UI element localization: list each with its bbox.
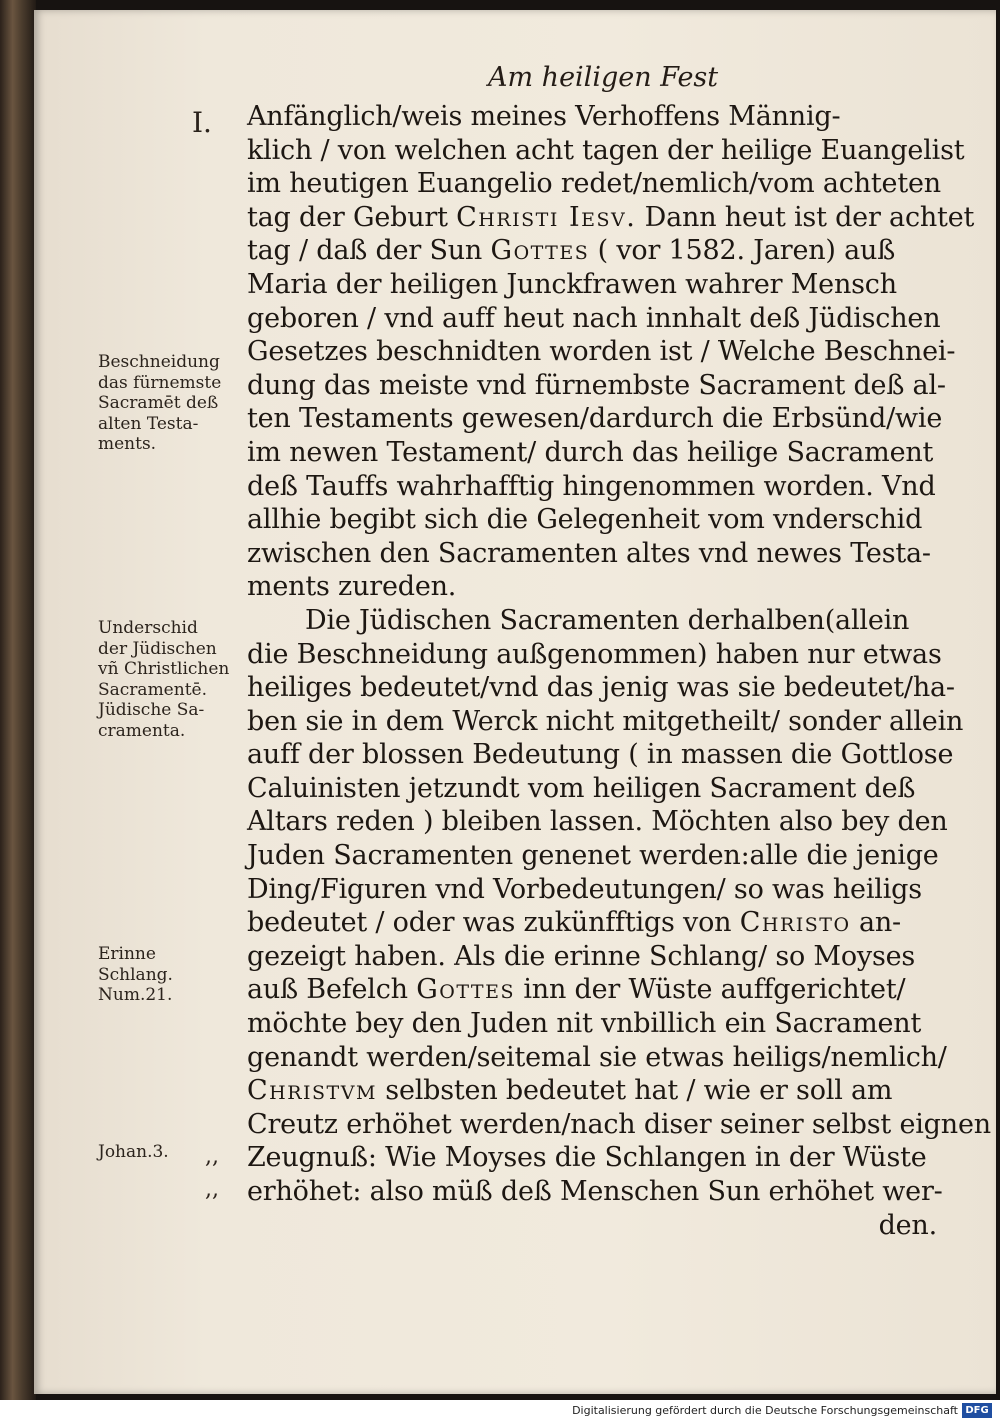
margin-note-line: Sacramentē.	[98, 679, 207, 700]
text-line: gezeigt haben. Als die erinne Schlang/ so Moyses	[247, 940, 916, 972]
text-line: Die Jüdischen Sacramenten derhalben(allein	[305, 604, 910, 636]
margin-note-beschneidung	[98, 352, 238, 455]
small-caps-name: Gottes	[416, 974, 515, 1006]
margin-note-line: Num.21.	[98, 985, 173, 1005]
text-line: zwischen den Sacramenten altes vnd newes Testa-	[247, 537, 931, 569]
text-line: deß Tauffs wahrhafftig hingenommen worden. Vnd	[247, 470, 936, 502]
text-line: Gesetzes beschnidten worden ist / Welche Beschnei-	[247, 336, 956, 368]
text-run: selbsten bedeutet hat / wie er soll am	[376, 1075, 893, 1107]
dfg-logo: DFG	[962, 1403, 992, 1418]
margin-note-line: Jüdische Sa-	[98, 700, 205, 720]
text-line: im newen Testament/ durch das heilige Sacrament	[247, 436, 934, 468]
text-line	[247, 234, 937, 268]
margin-note-line: Beschneidung	[98, 352, 220, 372]
margin-note-line: das fürnemste	[98, 372, 222, 393]
margin-note-line: ments.	[98, 434, 157, 454]
quote-mark: ,,	[205, 1144, 219, 1169]
text-line: auff der blossen Bedeutung ( in massen die Gottlose	[247, 739, 954, 771]
text-line	[247, 1074, 937, 1108]
margin-note-line: der Jüdischen	[98, 638, 217, 659]
text-run: an-	[850, 907, 901, 939]
margin-note-line: cramenta.	[98, 720, 186, 741]
margin-note-line: Erinne	[98, 944, 156, 964]
margin-note-line: Schlang.	[98, 964, 173, 985]
text-run: inn der Wüste auffgerichtet/	[514, 974, 906, 1006]
text-line: im heutigen Euangelio redet/nemlich/vom achteten	[247, 168, 941, 200]
text-line	[247, 906, 937, 940]
text-line: Zeugnuß: Wie Moyses die Schlangen in der Wüste	[247, 1142, 927, 1174]
text-line: geboren / vnd auff heut nach innhalt deß Jüdischen	[247, 302, 941, 334]
text-line: den.	[878, 1209, 937, 1241]
text-line: Maria der heiligen Junckfrawen wahrer Mensch	[247, 268, 897, 300]
text-run: tag der Geburt	[247, 201, 457, 233]
small-caps-name: Christvm	[247, 1075, 377, 1107]
text-line: dung das meiste vnd fürnembste Sacrament deß al-	[247, 369, 946, 401]
text-line: Ding/Figuren vnd Vorbedeutungen/ so was heiligs	[247, 873, 922, 905]
text-line: ben sie in dem Werck nicht mitgetheilt/ sonder allein	[247, 705, 964, 737]
text-run: Dann heut ist der achtet	[636, 201, 975, 233]
quote-mark: ,,	[205, 1177, 219, 1202]
text-line: allhie begibt sich die Gelegenheit vom vnderschid	[247, 504, 923, 536]
book-spine-edge	[0, 0, 36, 1400]
small-caps-name: Christi Iesv.	[456, 201, 637, 233]
text-line: ten Testaments gewesen/dardurch die Erbsünd/wie	[247, 403, 943, 435]
running-header: Am heiligen Fest	[488, 62, 719, 93]
margin-note-line: Underschid	[98, 618, 198, 638]
text-run: ( vor 1582. Jaren) auß	[589, 235, 896, 267]
text-line: ments zureden.	[247, 571, 457, 603]
text-run: tag / daß der Sun	[247, 235, 491, 267]
margin-note-line: Sacramēt deß	[98, 393, 219, 413]
margin-note-erinne-schlang	[98, 944, 238, 1006]
margin-note-line: alten Testa-	[98, 413, 199, 434]
main-text-block	[247, 100, 991, 1242]
margin-note-underschid	[98, 618, 238, 741]
text-run: auß Befelch	[247, 974, 417, 1006]
text-line: heiliges bedeutet/vnd das jenig was sie bedeutet/ha-	[247, 672, 955, 704]
small-caps-name: Christo	[739, 907, 851, 939]
margin-note-line: vñ Christlichen	[98, 659, 230, 679]
text-run: bedeutet / oder was zukünfftigs von	[247, 907, 740, 939]
digitization-credit: Digitalisierung gefördert durch die Deutsche Forschungsgemeinschaft	[572, 1404, 958, 1417]
text-line: Juden Sacramenten genenet werden:alle die jenige	[247, 840, 939, 872]
text-line: möchte bey den Juden nit vnbillich ein Sacrament	[247, 1008, 922, 1040]
text-line: klich / von welchen acht tagen der heilige Euangelist	[247, 134, 965, 166]
text-line: erhöhet: also müß deß Menschen Sun erhöhet wer-	[247, 1176, 943, 1207]
section-number: I.	[192, 106, 212, 139]
text-line: Caluinisten jetzundt vom heiligen Sacrament deß	[247, 772, 916, 804]
text-line: genandt werden/seitemal sie etwas heiligs/nemlich/	[247, 1041, 947, 1073]
margin-note-line: Johan.3.	[98, 1142, 169, 1162]
text-line: Altars reden ) bleiben lassen. Möchten also bey den	[247, 806, 948, 838]
text-line	[247, 201, 975, 235]
text-line: Anfänglich/weis meines Verhoffens Männig-	[247, 101, 841, 132]
text-line: die Beschneidung außgenommen) haben nur etwas	[247, 638, 942, 670]
text-line: Creutz erhöhet werden/nach diser seiner selbst eignen	[247, 1108, 991, 1140]
small-caps-name: Gottes	[490, 235, 590, 267]
text-line	[247, 973, 937, 1007]
